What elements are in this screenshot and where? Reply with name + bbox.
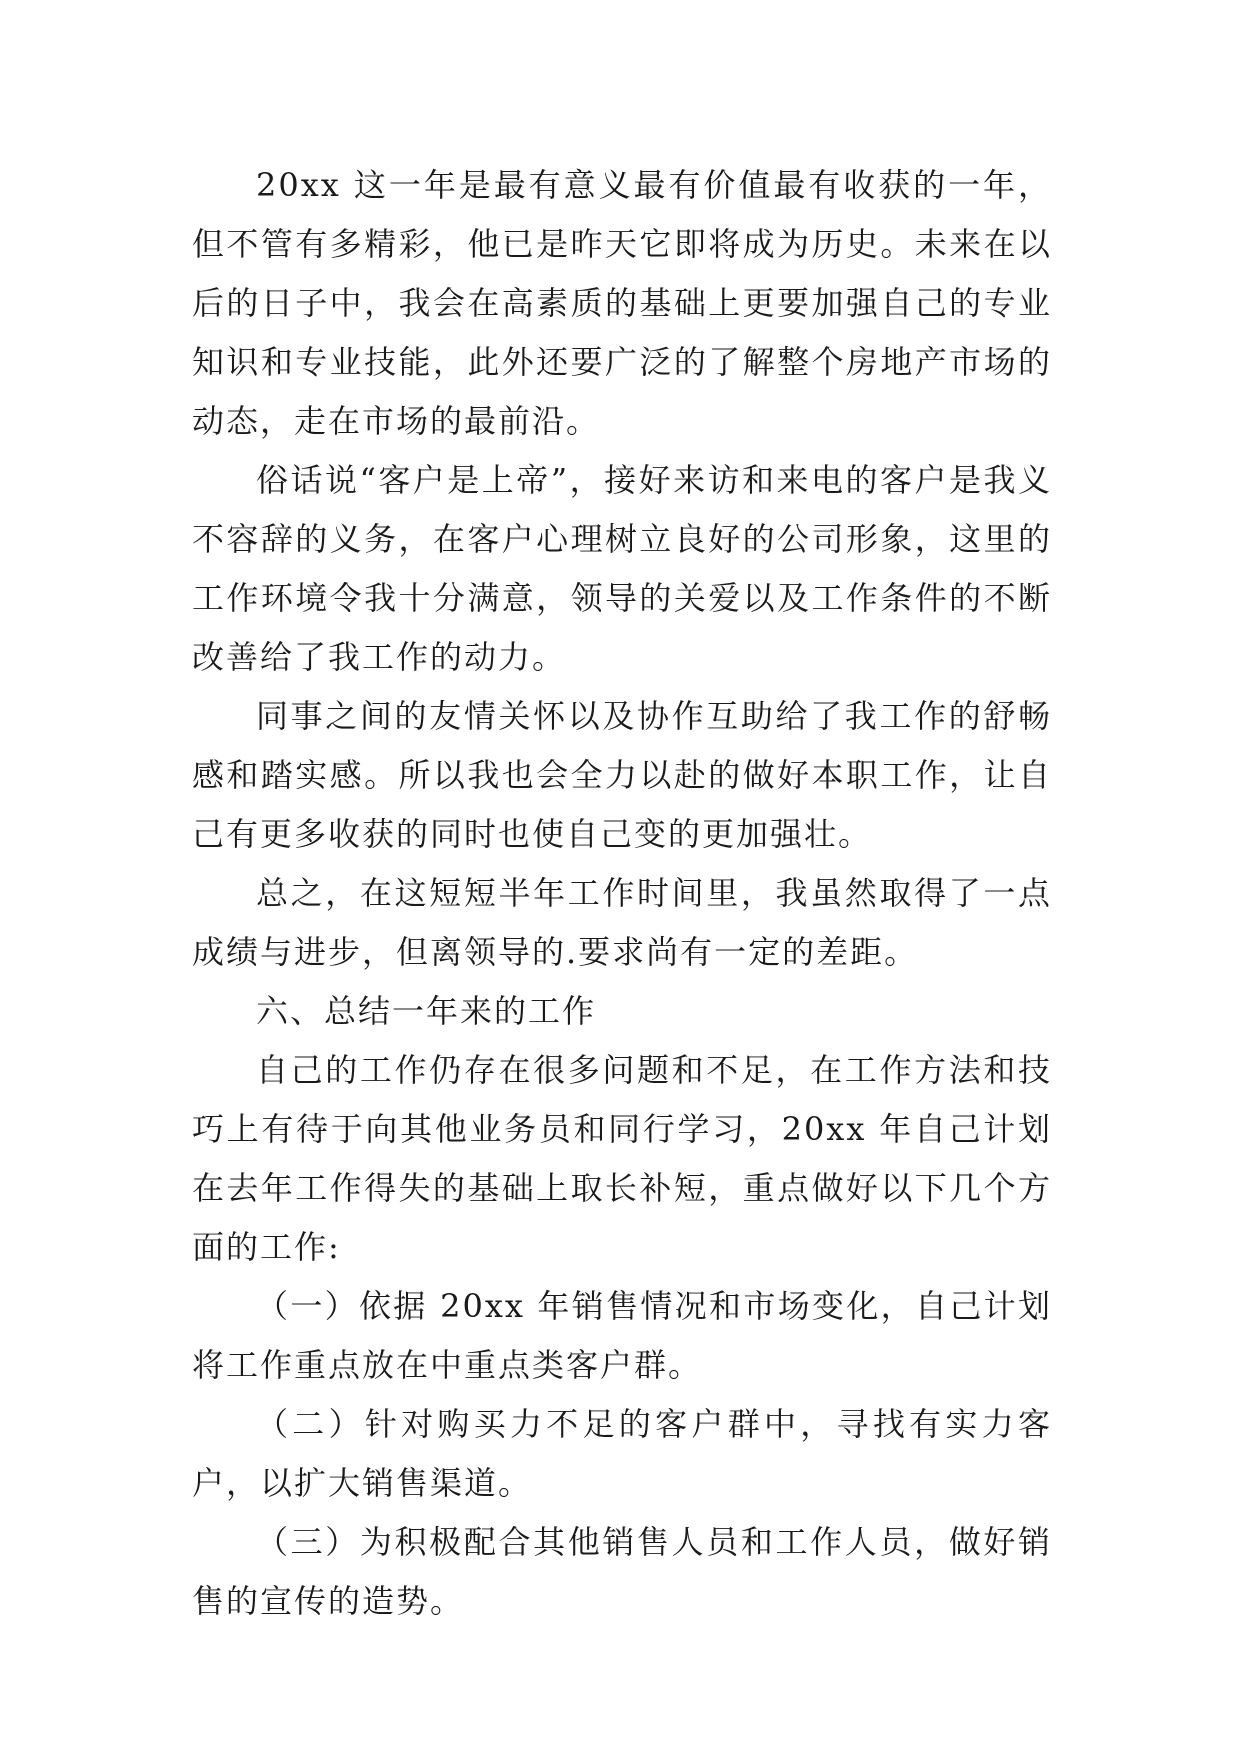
paragraph-customer-service: 俗话说“客户是上帝”，接好来访和来电的客户是我义不容辞的义务，在客户心理树立良好的公司形象，这里的工作环境令我十分满意，领导的关爱以及工作条件的不断改善给了我工作的动力。	[192, 461, 1052, 676]
section-heading: 六、总结一年来的工作	[256, 992, 597, 1030]
document-body	[192, 156, 1052, 1631]
list-item-plan-1: （一）依据 20xx 年销售情况和市场变化，自己计划将工作重点放在中重点类客户群。	[192, 1287, 1052, 1384]
list-item-plan-3: （三）为积极配合其他销售人员和工作人员，做好销售的宣传的造势。	[192, 1523, 1052, 1620]
paragraph-year-reflection: 20xx 这一年是最有意义最有价值最有收获的一年，但不管有多精彩，他已是昨天它即将成为历史。未来在以后的日子中，我会在高素质的基础上更要加强自己的专业知识和专业技能，此外还要广泛的了解整个房地产市场的动态，走在市场的最前沿。	[192, 166, 1052, 440]
paragraph-colleagues: 同事之间的友情关怀以及协作互助给了我工作的舒畅感和踏实感。所以我也会全力以赴的做好本职工作，让自己有更多收获的同时也使自己变的更加强壮。	[192, 697, 1052, 853]
list-item-plan-2: （二）针对购买力不足的客户群中，寻找有实力客户，以扩大销售渠道。	[192, 1405, 1052, 1502]
paragraph-summary: 总之，在这短短半年工作时间里，我虽然取得了一点成绩与进步，但离领导的.要求尚有一定的差距。	[192, 874, 1052, 971]
paragraph-plan-intro: 自己的工作仍存在很多问题和不足，在工作方法和技巧上有待于向其他业务员和同行学习，20xx 年自己计划在去年工作得失的基础上取长补短，重点做好以下几个方面的工作:	[192, 1051, 1052, 1266]
